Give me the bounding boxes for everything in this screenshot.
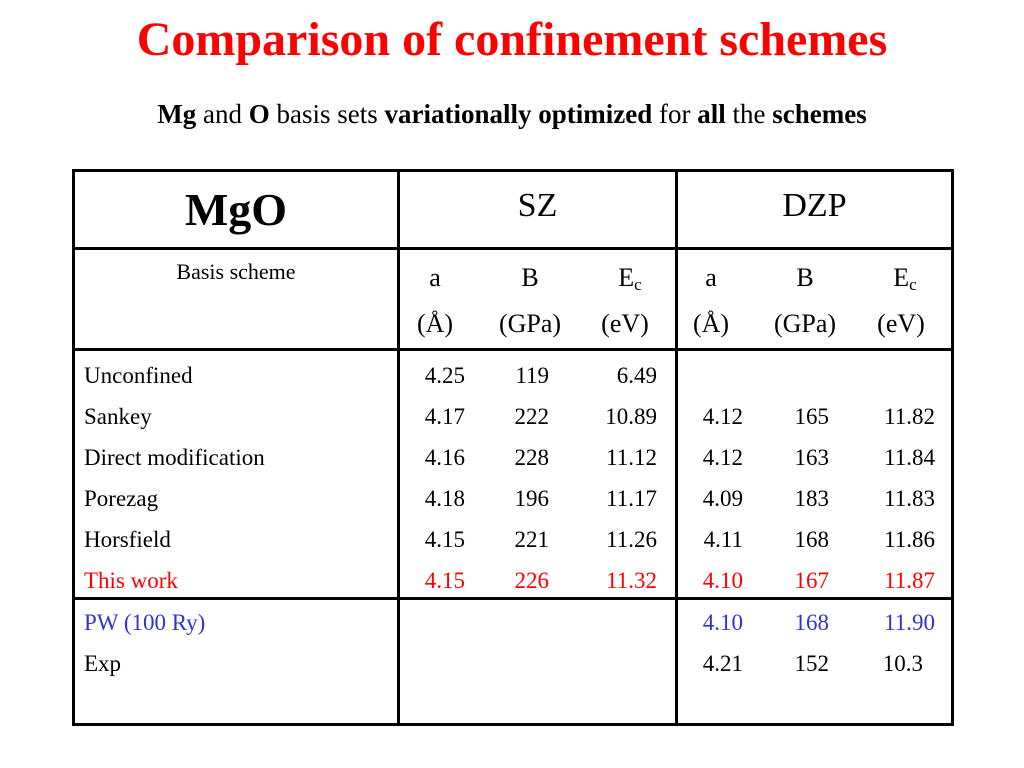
sz-b-value: 226	[514, 568, 549, 593]
dzp-unit-e: (eV)	[877, 309, 925, 338]
dzp-col-e	[870, 262, 940, 301]
row-name: This work	[84, 568, 178, 593]
table-row	[75, 437, 951, 478]
sz-unit-a: (Å)	[416, 309, 454, 338]
sz-unit-b: (GPa)	[498, 309, 562, 338]
dzp-col-e-sub: c	[909, 275, 917, 294]
page-title: Comparison of confinement schemes	[136, 13, 888, 66]
dzp-b-value: 152	[794, 651, 829, 676]
header-mgo: MgO	[184, 184, 288, 235]
dzp-a-value: 4.10	[702, 568, 743, 593]
subtitle-schemes: schemes	[772, 99, 867, 129]
header-dzp: DZP	[782, 187, 847, 224]
dzp-a-value: 4.09	[702, 486, 743, 511]
dzp-b-value: 167	[794, 568, 829, 593]
subtitle-and: and	[196, 99, 249, 129]
row-name: Horsfield	[84, 527, 171, 552]
row-name: Direct modification	[84, 445, 265, 470]
sz-col-e	[595, 262, 665, 301]
subtitle-basis-sets: basis sets	[269, 99, 385, 129]
comparison-table	[72, 169, 954, 726]
dzp-b-value: 183	[794, 486, 829, 511]
sz-a-value: 4.16	[424, 445, 465, 470]
sz-a-value: 4.15	[424, 568, 465, 593]
header-sz: SZ	[517, 187, 558, 224]
dzp-a-value: 4.10	[702, 610, 743, 635]
sz-e-value: 10.89	[605, 404, 657, 429]
table-row	[75, 396, 951, 437]
sz-e-value: 11.26	[606, 527, 657, 552]
sz-b-value: 119	[515, 363, 549, 388]
basis-scheme-label: Basis scheme	[176, 259, 296, 284]
sz-b-value: 222	[514, 404, 549, 429]
table-row	[75, 478, 951, 519]
dzp-col-b: B	[796, 263, 814, 292]
sz-a-value: 4.17	[424, 404, 465, 429]
dzp-a-value: 4.12	[702, 445, 743, 470]
row-name: Exp	[84, 651, 122, 676]
divider-horizontal-2	[75, 348, 951, 351]
dzp-a-value: 4.11	[703, 527, 743, 552]
subtitle-o: O	[248, 99, 270, 129]
table-row-reference	[75, 602, 951, 643]
row-name: Sankey	[84, 404, 152, 429]
subtitle	[0, 94, 1024, 134]
table-row-highlight	[75, 560, 951, 601]
dzp-e-value: 11.87	[884, 568, 935, 593]
dzp-b-value: 168	[794, 527, 829, 552]
table-row	[75, 643, 951, 684]
sz-col-e-label: E	[618, 263, 635, 292]
dzp-unit-a: (Å)	[692, 309, 730, 338]
sz-a-value: 4.18	[424, 486, 465, 511]
dzp-col-a: a	[705, 263, 717, 292]
dzp-col-e-label: E	[893, 263, 910, 292]
sz-b-value: 221	[514, 527, 549, 552]
sz-b-value: 228	[514, 445, 549, 470]
dzp-e-value: 11.86	[884, 527, 935, 552]
dzp-a-value: 4.21	[702, 651, 743, 676]
dzp-e-value: 10.3	[882, 651, 923, 676]
divider-horizontal-1	[75, 247, 951, 250]
dzp-unit-b: (GPa)	[773, 309, 837, 338]
row-name: Porezag	[84, 486, 159, 511]
sz-e-value: 11.17	[606, 486, 657, 511]
sz-col-a: a	[429, 263, 441, 292]
subtitle-variationally: variationally optimized	[384, 99, 653, 129]
row-name: Unconfined	[84, 363, 193, 388]
dzp-e-value: 11.90	[884, 610, 935, 635]
row-name: PW (100 Ry)	[84, 610, 206, 635]
subtitle-for: for	[652, 99, 698, 129]
dzp-a-value: 4.12	[702, 404, 743, 429]
sz-col-b: B	[521, 263, 539, 292]
dzp-b-value: 163	[794, 445, 829, 470]
table-row	[75, 355, 951, 396]
subtitle-all: all	[697, 99, 726, 129]
dzp-b-value: 168	[794, 610, 829, 635]
sz-unit-e: (eV)	[601, 309, 649, 338]
sz-e-value: 11.12	[606, 445, 657, 470]
subtitle-mg: Mg	[157, 99, 197, 129]
subtitle-the: the	[725, 99, 773, 129]
dzp-b-value: 165	[794, 404, 829, 429]
table-row	[75, 519, 951, 560]
sz-e-value: 6.49	[616, 363, 657, 388]
sz-b-value: 196	[514, 486, 549, 511]
sz-e-value: 11.32	[606, 568, 657, 593]
dzp-e-value: 11.82	[884, 404, 935, 429]
sz-a-value: 4.25	[424, 363, 465, 388]
dzp-e-value: 11.83	[884, 486, 935, 511]
sz-a-value: 4.15	[424, 527, 465, 552]
dzp-e-value: 11.84	[884, 445, 935, 470]
sz-col-e-sub: c	[634, 275, 642, 294]
